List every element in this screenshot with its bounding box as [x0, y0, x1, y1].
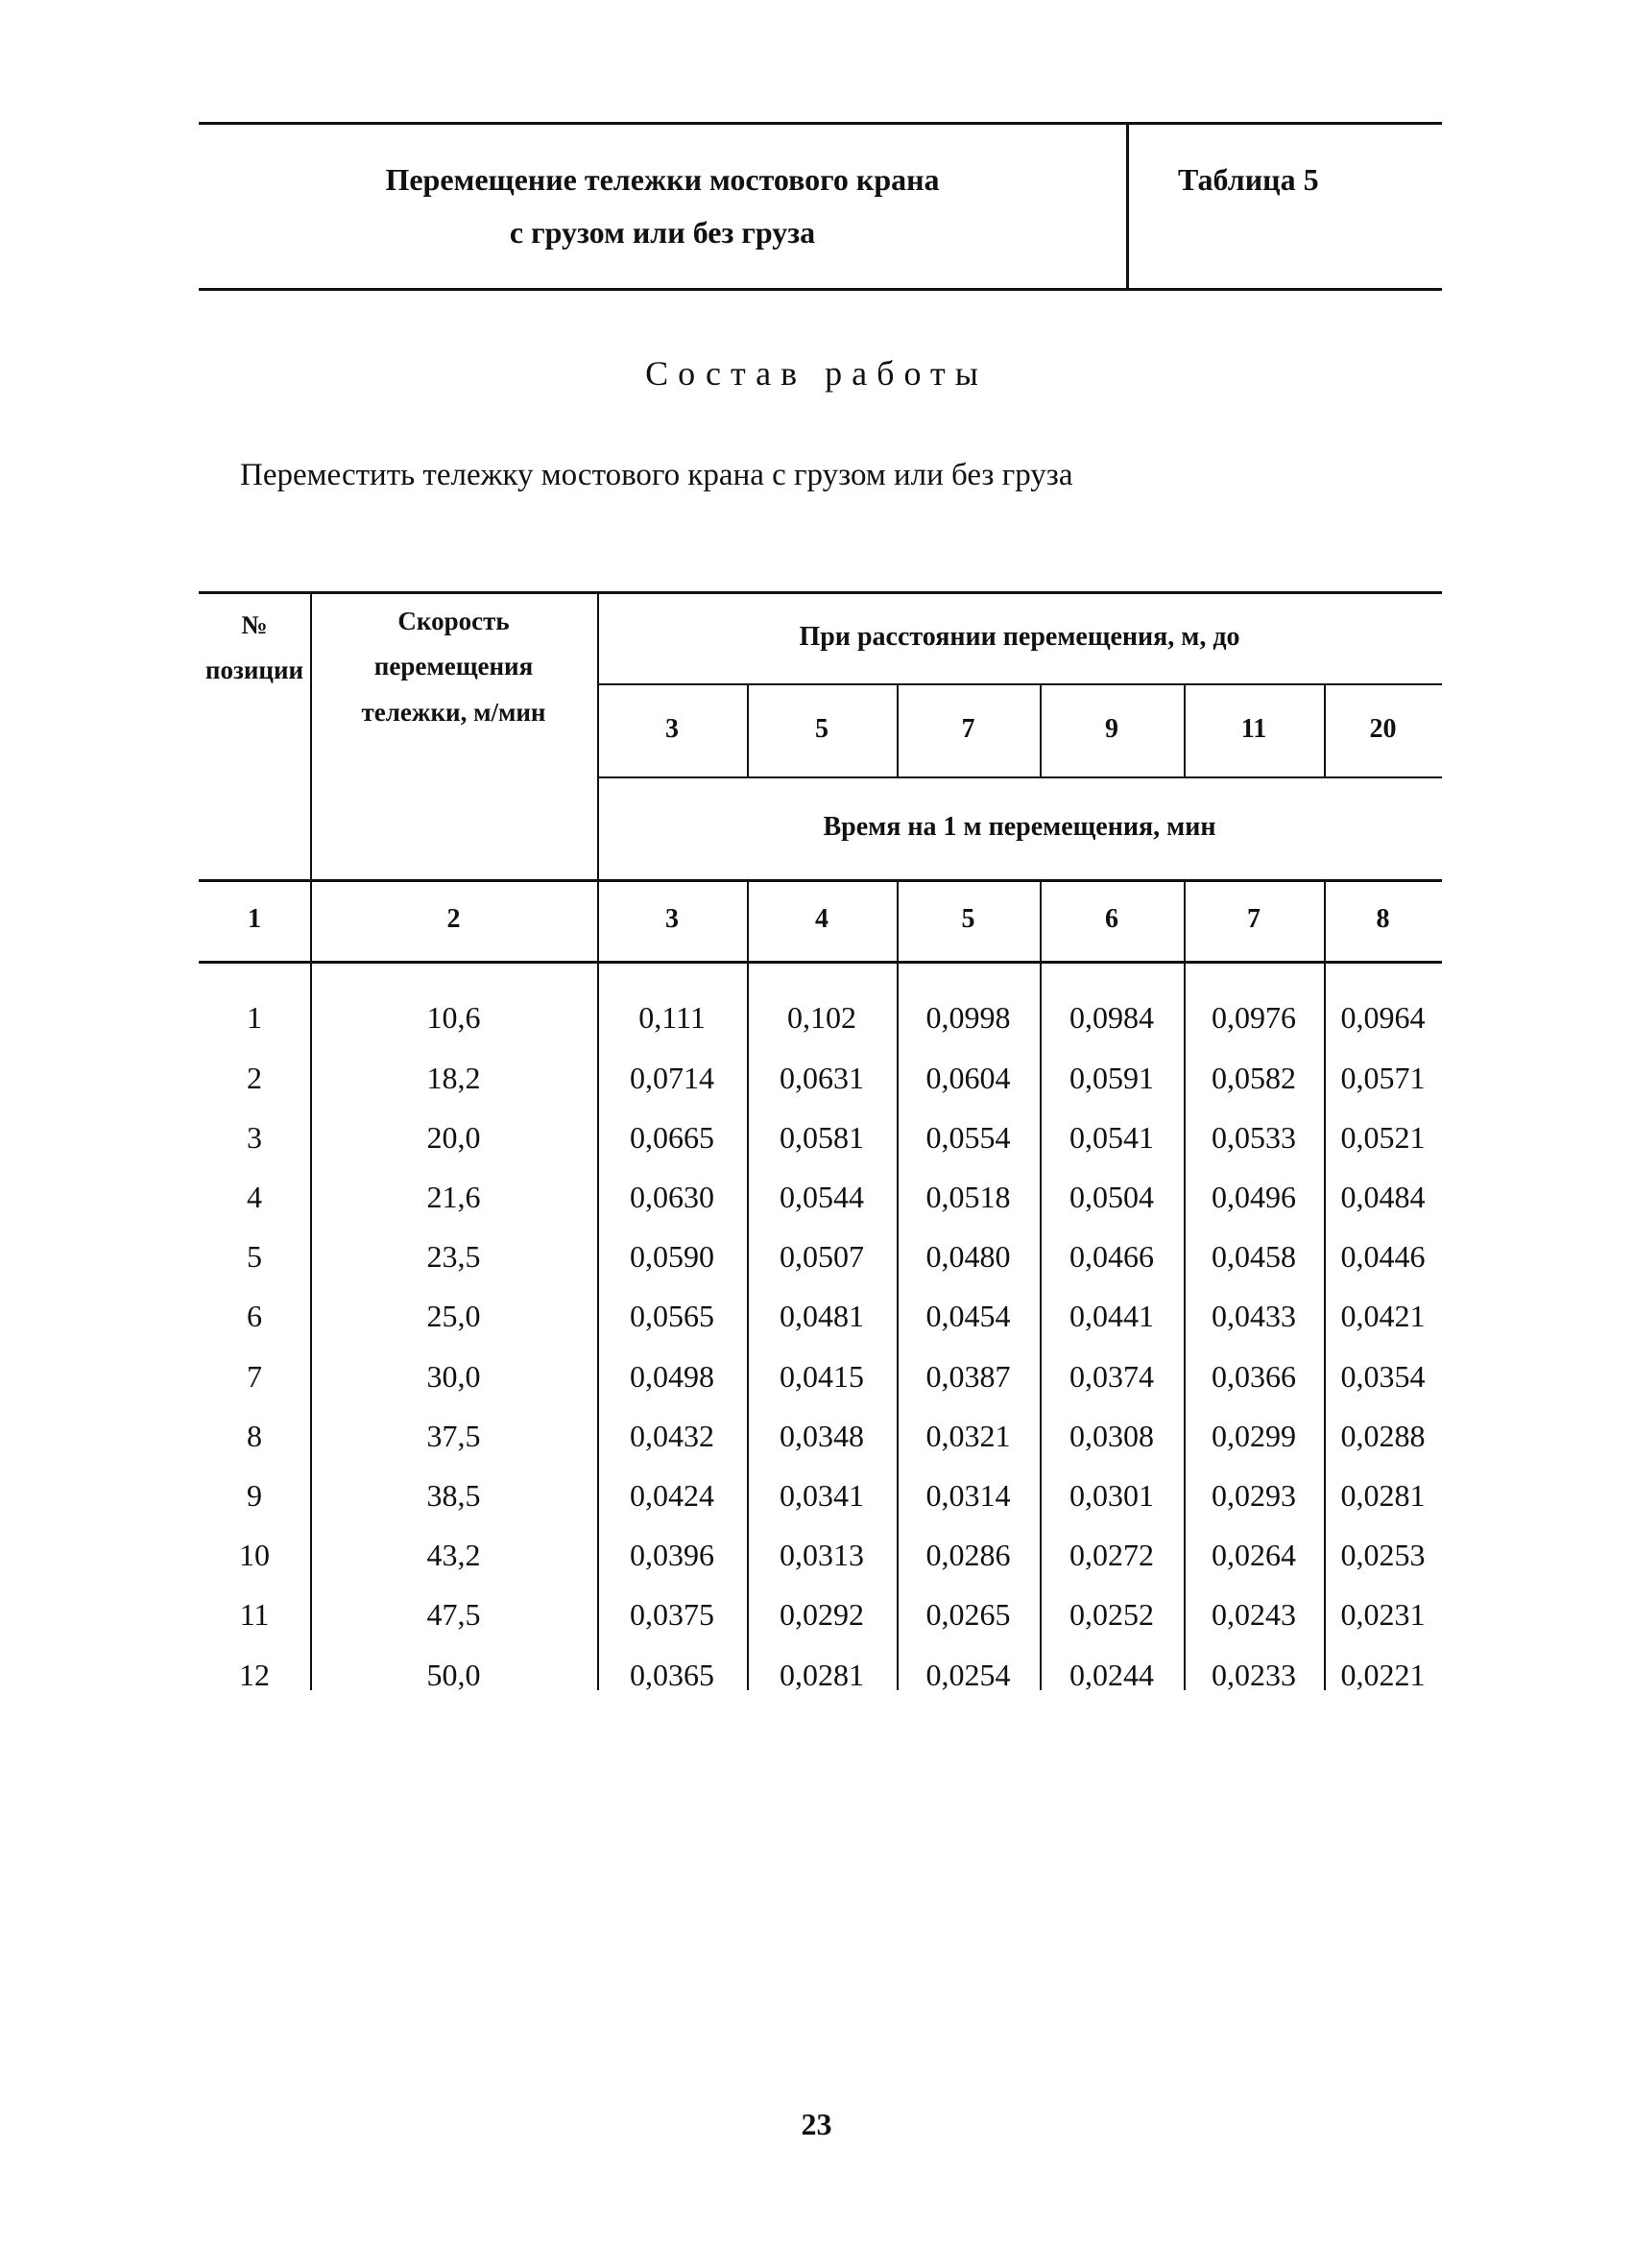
row-5-value-4: 0,0466	[1069, 1239, 1154, 1275]
header-time: Время на 1 м перемещения, мин	[823, 812, 1216, 843]
row-3-value-2: 0,0581	[780, 1119, 864, 1155]
row-10-value-4: 0,0272	[1069, 1538, 1154, 1573]
row-7-value-5: 0,0366	[1212, 1358, 1296, 1394]
column-number-6: 6	[1105, 904, 1118, 935]
row-2-value-2: 0,0631	[780, 1060, 864, 1095]
row-6-value-2: 0,0481	[780, 1299, 864, 1334]
row-12-value-2: 0,0281	[780, 1657, 864, 1692]
row-8-value-1: 0,0432	[630, 1418, 714, 1453]
row-9-speed: 38,5	[426, 1478, 481, 1513]
row-7-value-1: 0,0498	[630, 1358, 714, 1394]
column-number-1: 1	[248, 904, 261, 935]
row-10-value-2: 0,0313	[780, 1538, 864, 1573]
distance-6: 20	[1369, 714, 1397, 745]
row-4-value-5: 0,0496	[1212, 1180, 1296, 1214]
row-4-value-2: 0,0544	[780, 1180, 864, 1214]
header-speed: Скорость перемещения тележки, м/мин	[361, 607, 546, 727]
column-number-2: 2	[446, 904, 461, 935]
row-12-value-4: 0,0244	[1069, 1657, 1154, 1692]
row-3-value-3: 0,0554	[925, 1119, 1011, 1155]
row-5-value-6: 0,0446	[1340, 1239, 1426, 1275]
row-12-position: 12	[239, 1657, 270, 1692]
row-11-value-3: 0,0265	[925, 1597, 1011, 1633]
row-4-value-3: 0,0518	[925, 1180, 1011, 1214]
row-8-value-5: 0,0299	[1212, 1418, 1296, 1453]
row-3-value-4: 0,0541	[1069, 1119, 1154, 1155]
row-1-value-1: 0,111	[638, 1000, 706, 1036]
distance-4: 9	[1105, 714, 1118, 745]
row-6-value-5: 0,0433	[1212, 1299, 1296, 1334]
row-9-value-6: 0,0281	[1340, 1478, 1426, 1513]
row-6-position: 6	[247, 1299, 262, 1334]
row-5-value-1: 0,0590	[630, 1239, 714, 1275]
row-1-value-2: 0,102	[787, 1000, 856, 1036]
row-7-value-6: 0,0354	[1340, 1358, 1426, 1394]
row-1-speed: 10,6	[426, 1000, 481, 1036]
row-8-position: 8	[247, 1418, 262, 1453]
distance-5: 11	[1240, 714, 1267, 745]
page-number: 23	[801, 2107, 832, 2141]
row-6-value-1: 0,0565	[630, 1299, 714, 1334]
row-7-speed: 30,0	[426, 1358, 481, 1394]
row-3-position: 3	[247, 1119, 262, 1155]
row-6-value-4: 0,0441	[1069, 1299, 1154, 1334]
row-6-speed: 25,0	[426, 1299, 481, 1334]
title-line-1: Перемещение тележки мостового крана	[385, 162, 940, 197]
row-9-position: 9	[247, 1478, 262, 1513]
row-2-value-6: 0,0571	[1340, 1060, 1426, 1095]
row-10-position: 10	[239, 1538, 270, 1573]
row-4-value-1: 0,0630	[630, 1180, 714, 1214]
row-11-value-5: 0,0243	[1212, 1597, 1296, 1633]
document-title	[199, 154, 1126, 259]
row-5-value-2: 0,0507	[780, 1239, 864, 1275]
row-3-value-1: 0,0665	[630, 1119, 714, 1155]
row-11-value-1: 0,0375	[630, 1597, 714, 1633]
row-8-speed: 37,5	[426, 1418, 481, 1453]
row-7-position: 7	[247, 1358, 262, 1394]
row-11-value-2: 0,0292	[780, 1597, 864, 1633]
section-title: Состав работы	[645, 354, 988, 393]
header-position: № позиции	[204, 609, 304, 684]
row-11-value-6: 0,0231	[1340, 1597, 1426, 1633]
row-1-value-5: 0,0976	[1212, 1000, 1296, 1036]
row-12-value-3: 0,0254	[925, 1657, 1011, 1692]
distance-1: 3	[665, 714, 679, 745]
header-distance: При расстоянии перемещения, м, до	[799, 621, 1240, 652]
row-10-value-6: 0,0253	[1340, 1538, 1426, 1573]
row-1-position: 1	[247, 1000, 262, 1036]
row-2-position: 2	[247, 1060, 262, 1095]
row-8-value-3: 0,0321	[925, 1418, 1011, 1453]
row-4-value-6: 0,0484	[1340, 1180, 1426, 1214]
row-7-value-2: 0,0415	[780, 1358, 864, 1394]
row-8-value-6: 0,0288	[1340, 1418, 1426, 1453]
row-11-speed: 47,5	[426, 1597, 481, 1633]
column-number-5: 5	[961, 904, 975, 935]
row-9-value-3: 0,0314	[925, 1478, 1011, 1513]
row-10-value-5: 0,0264	[1212, 1538, 1296, 1573]
row-9-value-1: 0,0424	[630, 1478, 714, 1513]
row-5-value-5: 0,0458	[1212, 1239, 1296, 1275]
column-number-7: 7	[1247, 904, 1261, 935]
row-4-speed: 21,6	[426, 1180, 481, 1214]
row-12-speed: 50,0	[426, 1657, 481, 1692]
work-description: Переместить тележку мостового крана с грузом или без груза	[240, 458, 1073, 492]
distance-2: 5	[815, 714, 829, 745]
row-9-value-5: 0,0293	[1212, 1478, 1296, 1513]
row-8-value-2: 0,0348	[780, 1418, 864, 1453]
row-5-speed: 23,5	[426, 1239, 481, 1275]
row-2-value-3: 0,0604	[925, 1060, 1011, 1095]
row-10-value-3: 0,0286	[925, 1538, 1011, 1573]
row-1-value-3: 0,0998	[925, 1000, 1011, 1036]
row-5-position: 5	[247, 1239, 262, 1275]
row-7-value-4: 0,0374	[1069, 1358, 1154, 1394]
header-divider	[1126, 125, 1129, 288]
row-8-value-4: 0,0308	[1069, 1418, 1154, 1453]
row-3-value-5: 0,0533	[1212, 1119, 1296, 1155]
row-12-value-5: 0,0233	[1212, 1657, 1296, 1692]
row-6-value-6: 0,0421	[1340, 1299, 1426, 1334]
row-4-position: 4	[247, 1180, 262, 1214]
row-12-value-6: 0,0221	[1340, 1657, 1426, 1692]
row-7-value-3: 0,0387	[925, 1358, 1011, 1394]
row-2-value-5: 0,0582	[1212, 1060, 1296, 1095]
row-11-position: 11	[239, 1597, 270, 1633]
row-1-value-4: 0,0984	[1069, 1000, 1154, 1036]
table-number: Таблица 5	[1178, 162, 1319, 197]
row-1-value-6: 0,0964	[1340, 1000, 1426, 1036]
row-2-value-4: 0,0591	[1069, 1060, 1154, 1095]
row-6-value-3: 0,0454	[925, 1299, 1011, 1334]
row-5-value-3: 0,0480	[925, 1239, 1011, 1275]
column-number-3: 3	[665, 904, 679, 935]
title-line-2: с грузом или без груза	[509, 215, 816, 250]
column-number-8: 8	[1376, 904, 1390, 935]
row-4-value-4: 0,0504	[1069, 1180, 1154, 1214]
row-10-speed: 43,2	[426, 1538, 481, 1573]
table-header-box	[199, 122, 1442, 291]
norms-table	[199, 591, 1442, 1690]
row-9-value-2: 0,0341	[780, 1478, 864, 1513]
row-3-speed: 20,0	[426, 1119, 481, 1155]
row-10-value-1: 0,0396	[630, 1538, 714, 1573]
row-2-speed: 18,2	[426, 1060, 481, 1095]
row-3-value-6: 0,0521	[1340, 1119, 1426, 1155]
column-numbers-line	[199, 961, 1442, 964]
row-12-value-1: 0,0365	[630, 1657, 714, 1692]
row-2-value-1: 0,0714	[630, 1060, 714, 1095]
distance-3: 7	[961, 714, 975, 745]
row-9-value-4: 0,0301	[1069, 1478, 1154, 1513]
column-number-4: 4	[815, 904, 829, 935]
row-11-value-4: 0,0252	[1069, 1597, 1154, 1633]
